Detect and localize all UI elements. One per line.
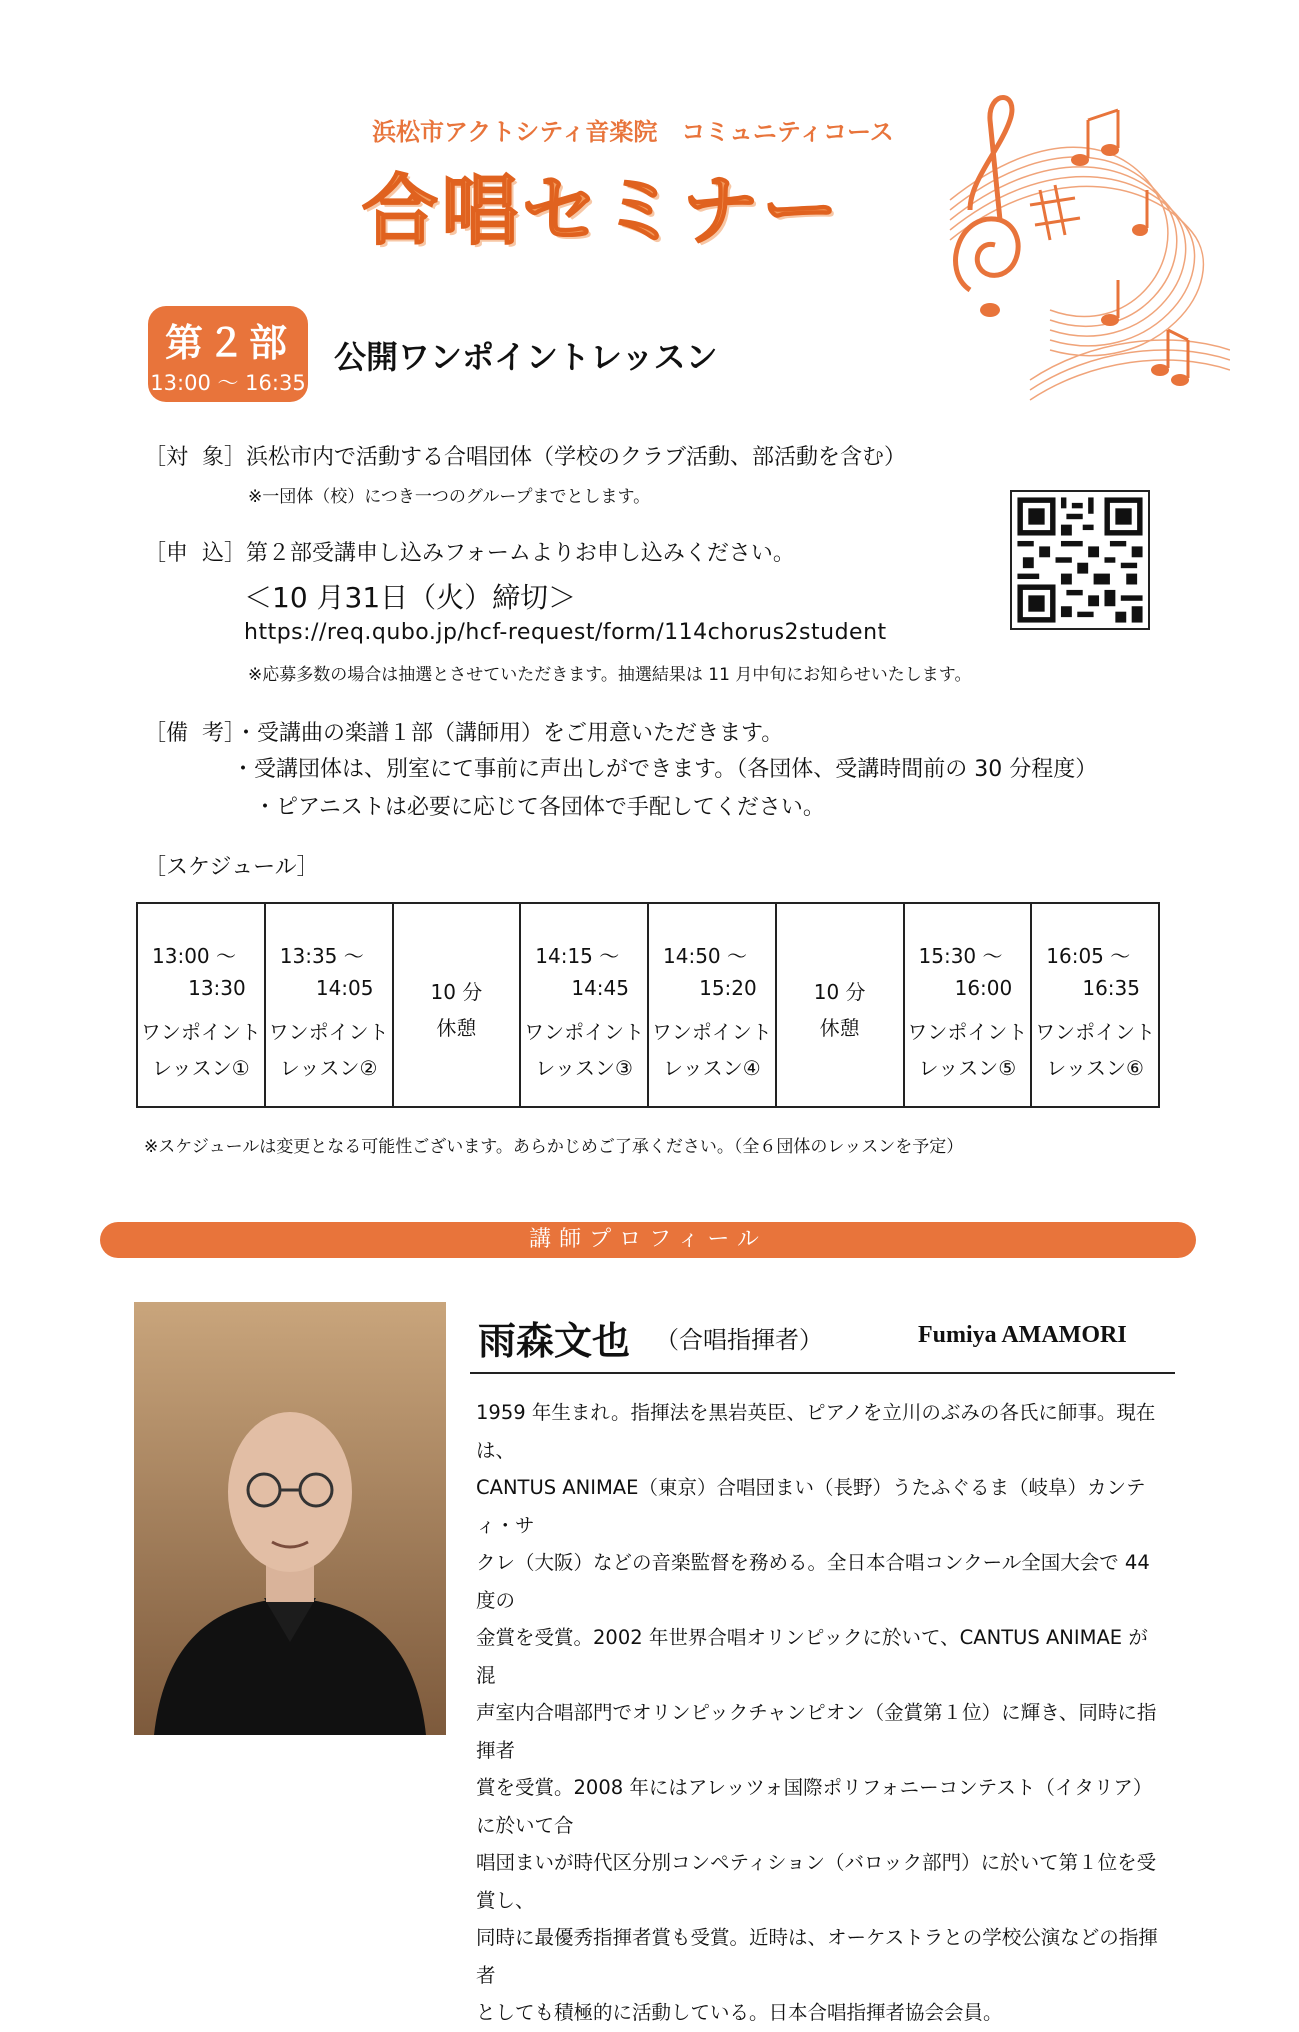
bio-line: CANTUS ANIMAE（東京）合唱団まい（長野）うたふぐるま（岐阜）カンティ・サ xyxy=(476,1476,1146,1537)
schedule-break xyxy=(394,904,522,1106)
slot-label: ワンポイント xyxy=(907,1020,1028,1044)
slot-start: 15:30 ～ xyxy=(918,944,1003,968)
part-time: 13:00 ～ 16:35 xyxy=(150,371,306,395)
instructor-name-roman: Fumiya AMAMORI xyxy=(918,1322,1127,1348)
schedule-heading: ［スケジュール］ xyxy=(144,855,319,880)
schedule-slot xyxy=(649,904,777,1106)
instructor-photo xyxy=(134,1302,446,1735)
break-duration: 10 分 xyxy=(430,980,483,1004)
slot-label: ワンポイント xyxy=(524,1020,645,1044)
application-url[interactable]: https://req.qubo.jp/hcf-request/form/114chorus2student xyxy=(244,620,887,645)
part-title: 公開ワンポイントレッスン xyxy=(334,338,718,376)
slot-label: レッスン⑥ xyxy=(1046,1056,1144,1080)
slot-end: 14:05 xyxy=(315,976,374,1000)
slot-label: ワンポイント xyxy=(1035,1020,1156,1044)
course-subtitle: 浜松市アクトシティ音楽院 コミュニティコース xyxy=(372,118,894,146)
slot-label: レッスン② xyxy=(279,1056,378,1080)
remarks-line-2: ・受講団体は、別室にて事前に声出しができます。（各団体、受講時間前の 30 分程度） xyxy=(232,757,1098,782)
remarks-line-1: ［備 考］・受講曲の楽譜１部（講師用）をご用意いただきます。 xyxy=(144,721,784,746)
slot-end: 14:45 xyxy=(571,976,629,1000)
target-line: ［対 象］浜松市内で活動する合唱団体（学校のクラブ活動、部活動を含む） xyxy=(144,445,906,470)
music-notes-decoration xyxy=(930,80,1230,440)
bio-line: 同時に最優秀指揮者賞も受賞。近時は、オーケストラとの学校公演などの指揮者 xyxy=(476,1926,1158,1987)
bio-line: としても積極的に活動している。日本合唱指揮者協会会員。 xyxy=(476,2001,1003,2024)
slot-label: レッスン⑤ xyxy=(918,1056,1017,1080)
qr-code-icon xyxy=(1012,492,1148,628)
slot-label: レッスン④ xyxy=(663,1056,761,1080)
bio-line: 唱団まいが時代区分別コンペティション（バロック部門）に於いて第１位を受賞し、 xyxy=(476,1851,1157,1912)
schedule-slot xyxy=(1032,904,1158,1106)
break-label: 休憩 xyxy=(436,1016,477,1040)
schedule-note: ※スケジュールは変更となる可能性ございます。あらかじめご了承ください。（全６団体のレッスンを予定） xyxy=(144,1137,964,1157)
bio-line: 1959 年生まれ。指揮法を黒岩英臣、ピアノを立川のぶみの各氏に師事。現在は、 xyxy=(476,1401,1156,1462)
deadline: ＜10 月31日（火）締切＞ xyxy=(244,581,577,614)
schedule-slot xyxy=(138,904,266,1106)
bio-line: クレ（大阪）などの音楽監督を務める。全日本合唱コンクール全国大会で 44 度の xyxy=(476,1551,1150,1612)
slot-end: 13:30 xyxy=(188,976,246,1000)
slot-label: ワンポイント xyxy=(268,1020,389,1044)
instructor-role: （合唱指揮者） xyxy=(655,1326,823,1354)
bio-line: 声室内合唱部門でオリンピックチャンピオン（金賞第１位）に輝き、同時に指揮者 xyxy=(476,1701,1157,1762)
slot-start: 16:05 ～ xyxy=(1046,944,1131,968)
schedule-slot xyxy=(905,904,1033,1106)
slot-label: ワンポイント xyxy=(140,1020,261,1044)
slot-end: 16:35 xyxy=(1082,976,1140,1000)
slot-label: レッスン③ xyxy=(535,1056,633,1080)
target-note: ※一団体（校）につき一つのグループまでとします。 xyxy=(248,487,651,507)
schedule-table xyxy=(136,902,1160,1108)
schedule-slot xyxy=(521,904,649,1106)
slot-start: 13:00 ～ xyxy=(152,944,236,968)
instructor-bio xyxy=(476,1394,1166,2032)
slot-start: 14:50 ～ xyxy=(663,944,747,968)
bio-line: 金賞を受賞。2002 年世界合唱オリンピックに於いて、CANTUS ANIMAE が混 xyxy=(476,1626,1148,1687)
slot-end: 15:20 xyxy=(699,976,757,1000)
part-badge xyxy=(148,306,308,402)
slot-start: 14:15 ～ xyxy=(535,944,620,968)
bio-line: 賞を受賞。2008 年にはアレッツォ国際ポリフォニーコンテスト（イタリア）に於いて合 xyxy=(476,1776,1153,1837)
part-label: 第２部 xyxy=(164,321,291,365)
break-label: 休憩 xyxy=(819,1016,860,1040)
seminar-title: 合唱セミナー xyxy=(362,166,842,255)
slot-label: ワンポイント xyxy=(651,1020,772,1044)
instructor-name: 雨森文也 xyxy=(478,1319,631,1363)
slot-end: 16:00 xyxy=(954,976,1013,1000)
schedule-slot xyxy=(266,904,394,1106)
apply-note: ※応募多数の場合は抽選とさせていただきます。抽選結果は 11 月中旬にお知らせいたします。 xyxy=(248,665,972,685)
slot-label: レッスン① xyxy=(152,1056,250,1080)
remarks-line-3: ・ピアニストは必要に応じて各団体で手配してください。 xyxy=(254,795,825,820)
qr-code[interactable] xyxy=(1010,490,1150,630)
break-duration: 10 分 xyxy=(813,980,866,1004)
profile-bar: 講師プロフィール xyxy=(100,1222,1196,1258)
apply-line: ［申 込］第２部受講申し込みフォームよりお申し込みください。 xyxy=(144,541,795,566)
divider xyxy=(470,1372,1175,1374)
slot-start: 13:35 ～ xyxy=(279,944,364,968)
schedule-break xyxy=(777,904,905,1106)
